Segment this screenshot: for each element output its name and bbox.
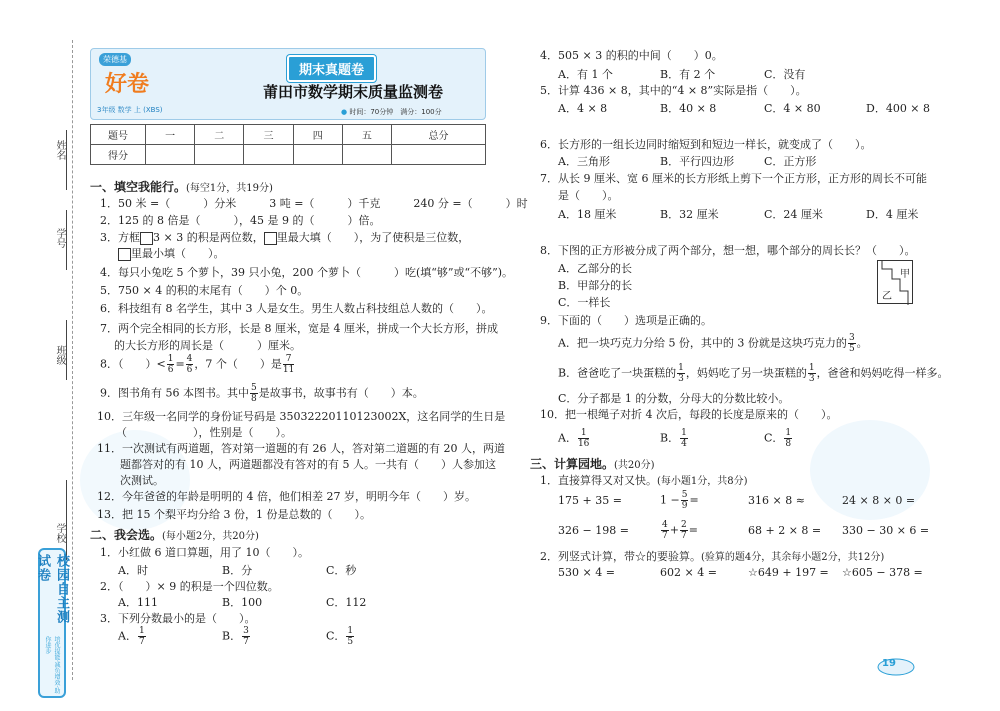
cut-line <box>72 40 73 680</box>
class-field[interactable] <box>66 320 67 380</box>
section-title: 三、计算园地。 <box>530 457 615 471</box>
score-input[interactable] <box>293 145 342 165</box>
denominator: 11 <box>282 365 295 375</box>
q-text: 里最大填（ ），为了使积是三位数， <box>276 231 470 244</box>
option-c[interactable]: C．24 厘米 <box>764 208 823 221</box>
option-b[interactable]: B．100 <box>222 596 263 609</box>
calc-item <box>660 490 699 511</box>
question-1-11-cont2: 次测试。 <box>120 474 164 487</box>
q-text: 3 × 3 的积是两位数， <box>153 231 264 244</box>
option-d[interactable]: D．400 × 8 <box>866 102 931 115</box>
numerator: 1 <box>347 626 354 636</box>
numerator: 5 <box>681 490 688 500</box>
question-2-4: 4．505 × 3 的积的中间（ ）0。 <box>540 49 723 62</box>
denominator: 3 <box>808 374 815 384</box>
square-figure <box>877 260 913 304</box>
fraction <box>848 333 856 354</box>
option-b[interactable]: B．平行四边形 <box>660 155 735 168</box>
question-2-3: 3．下列分数最小的是（ ）。 <box>100 612 256 625</box>
option-label: B． <box>222 629 242 643</box>
option-text: A．把一块巧克力分给 5 份，其中的 3 份就是这块巧克力的 <box>558 336 847 350</box>
page-title: 莆田市数学期末质量监测卷 <box>263 83 444 101</box>
option-a[interactable] <box>558 333 868 354</box>
fraction <box>167 354 175 375</box>
table-cell: 一 <box>146 125 195 145</box>
fraction <box>680 520 688 541</box>
school-label: 学校 <box>54 523 65 543</box>
calc-item: 68 + 2 × 8 = <box>748 524 822 537</box>
denominator: 5 <box>347 637 354 647</box>
table-cell: 题号 <box>91 125 146 145</box>
score-input[interactable] <box>195 145 244 165</box>
option-a[interactable]: A．乙部分的长 <box>558 262 632 275</box>
question-1-9 <box>100 383 424 404</box>
question-1-7-cont: 的大长方形的周长是（ ）厘米。 <box>114 339 301 352</box>
fraction <box>578 428 589 449</box>
q-text: 是故事书，故事书有（ ）本。 <box>258 386 424 400</box>
time-text: 时间：70分钟 满分：100分 <box>349 108 442 116</box>
calc-item <box>660 520 698 541</box>
option-label: C． <box>326 629 346 643</box>
blank-box[interactable] <box>118 248 131 261</box>
question-2-9: 9．下面的（ ）选项是正确的。 <box>540 314 712 327</box>
school-field[interactable] <box>66 480 67 560</box>
q-text: = <box>688 523 698 537</box>
blank-box[interactable] <box>264 232 277 245</box>
option-text: ，妈妈吃了另一块蛋糕的 <box>685 366 807 380</box>
question-1-1: 1．50 米 =（ ）分米 3 吨 =（ ）千克 240 分 =（ ）时 <box>100 197 528 210</box>
option-b[interactable]: B．有 2 个 <box>660 68 716 81</box>
fraction <box>242 626 250 647</box>
q-text: ，7 个（ ）是 <box>194 357 282 371</box>
exam-type-badge: 期末真题卷 <box>287 55 376 82</box>
option-a[interactable]: A．111 <box>118 596 158 609</box>
question-2-7-cont: 是（ ）。 <box>558 189 619 202</box>
numerator: 1 <box>678 363 684 373</box>
numerator: 4 <box>186 354 193 364</box>
question-2-10: 10．把一根绳子对折 4 次后，每段的长度是原来的（ ）。 <box>540 408 838 421</box>
numerator: 1 <box>167 354 174 364</box>
time-score-info <box>341 107 442 117</box>
table-cell: 二 <box>195 125 244 145</box>
option-text: 。 <box>856 336 868 350</box>
question-2-1: 1．小红做 6 道口算题，用了 10（ ）。 <box>100 546 309 559</box>
question-1-3 <box>100 229 469 245</box>
option-b[interactable]: B．甲部分的长 <box>558 279 633 292</box>
question-1-7: 7．两个完全相同的长方形，长是 8 厘米，宽是 4 厘米，拼成一个大长方形，拼成 <box>100 322 498 335</box>
table-cell: 五 <box>342 125 391 145</box>
option-c[interactable]: C．4 × 80 <box>764 102 821 115</box>
q-text: 1．直接算得又对又快。 <box>540 474 657 487</box>
question-2-2: 2．（ ）× 9 的积是一个四位数。 <box>100 580 279 593</box>
calc-item: 326 − 198 = <box>558 524 629 537</box>
option-c[interactable] <box>764 428 793 449</box>
denominator: 5 <box>848 344 855 354</box>
numerator: 7 <box>283 354 294 365</box>
numerator: 3 <box>243 626 249 636</box>
section-3-heading <box>530 455 655 472</box>
denominator: 6 <box>167 365 174 375</box>
denominator: 3 <box>678 374 684 384</box>
table-cell: 总分 <box>392 125 486 145</box>
option-label: A． <box>558 431 577 445</box>
question-1-3-cont <box>118 245 225 261</box>
option-c[interactable]: C．一样长 <box>558 296 611 309</box>
blank-box[interactable] <box>140 232 153 245</box>
option-b[interactable]: B．40 × 8 <box>660 102 717 115</box>
table-cell: 得分 <box>91 145 146 165</box>
denominator: 6 <box>186 365 193 375</box>
name-field[interactable] <box>66 130 67 190</box>
option-b[interactable] <box>558 363 949 384</box>
number-field[interactable] <box>66 210 67 270</box>
fraction <box>250 383 258 404</box>
option-c[interactable]: C．分子都是 1 的分数，分母大的分数比较小。 <box>558 392 790 405</box>
option-b[interactable]: B．分 <box>222 564 253 577</box>
q-note: (验算的题4分，其余每小题2分，共12分) <box>701 552 885 563</box>
option-label: B． <box>660 431 680 445</box>
option-text: ，爸爸和妈妈吃得一样多。 <box>816 366 949 380</box>
table-cell: 四 <box>293 125 342 145</box>
option-a[interactable]: A．18 厘米 <box>558 208 617 221</box>
section-1-heading <box>90 178 273 195</box>
name-label: 姓名 <box>54 140 65 160</box>
q-text: 2．列竖式计算，带☆的要验算。 <box>540 550 701 563</box>
brand-title: 校园自主测试卷 <box>35 554 69 624</box>
option-c[interactable]: C．正方形 <box>764 155 817 168</box>
brand-strip <box>35 548 69 698</box>
option-a[interactable] <box>118 626 147 647</box>
option-text: B．爸爸吃了一块蛋糕的 <box>558 366 677 380</box>
question-1-6: 6．科技组有 8 名学生，其中 3 人是女生。男生人数占科技组总人数的（ ）。 <box>100 302 493 315</box>
option-a[interactable]: A．三角形 <box>558 155 610 168</box>
question-2-7: 7．从长 9 厘米、宽 6 厘米的长方形纸上剪下一个正方形，正方形的周长不可能 <box>540 172 927 185</box>
binding-margin <box>0 0 85 711</box>
calc-item: 24 × 8 × 0 = <box>842 494 916 507</box>
section-note: (每空1分，共19分) <box>186 183 273 194</box>
section-2-heading <box>90 526 259 543</box>
option-c[interactable] <box>326 626 355 647</box>
calc-item: 175 + 35 = <box>558 494 622 507</box>
q-text: 里最小填（ ）。 <box>131 247 225 260</box>
denominator: 7 <box>138 637 145 647</box>
figure-label-b: 乙 <box>882 291 892 302</box>
numerator: 1 <box>808 363 815 373</box>
class-label: 班级 <box>54 345 65 365</box>
option-b[interactable] <box>222 626 251 647</box>
section-note: (共20分) <box>614 460 655 471</box>
fraction <box>661 520 669 541</box>
calc-item: ☆605 − 378 = <box>842 566 923 579</box>
numerator: 4 <box>662 520 668 530</box>
numerator: 1 <box>138 626 145 636</box>
logo-wordmark: 好卷 <box>105 72 150 97</box>
question-1-11-cont: 题都答对的有 10 人，两道题都没有答对的有 5 人。一共有（ ）人参加这 <box>120 458 496 471</box>
question-1-10: 10．三年级一名同学的身份证号码是 35032220110123002X，这名同学的生日是 <box>97 410 506 423</box>
question-1-2: 2．125 的 8 倍是（ ），45 是 9 的（ ）倍。 <box>100 214 381 227</box>
calc-item: 602 × 4 = <box>660 566 717 579</box>
fraction <box>677 363 685 384</box>
calc-item: 316 × 8 ≈ <box>748 494 805 507</box>
q-note: (每小题1分，共8分) <box>657 476 748 487</box>
fraction <box>808 363 816 384</box>
question-1-4: 4．每只小兔吃 5 个萝卜，39 只小兔，200 个萝卜（ ）吃(填“够”或“不够”)。 <box>100 266 514 279</box>
numerator: 1 <box>785 428 792 438</box>
question-3-2 <box>540 548 884 564</box>
figure-label-a: 甲 <box>900 269 910 280</box>
table-row <box>91 125 486 145</box>
question-1-13: 13．把 15 个梨平均分给 3 份，1 份是总数的（ ）。 <box>97 508 371 521</box>
q-text: 3．方框 <box>100 231 140 244</box>
grade-label: 3年级 数学 上 (XBS) <box>97 106 163 114</box>
score-table <box>90 124 486 165</box>
question-1-8 <box>100 354 295 375</box>
question-1-12: 12．今年爸爸的年龄是明明的 4 倍，他们相差 27 岁，明明今年（ ）岁。 <box>97 490 476 503</box>
denominator: 8 <box>785 439 792 449</box>
calc-item: 530 × 4 = <box>558 566 615 579</box>
option-a[interactable]: A．时 <box>118 564 148 577</box>
question-2-8: 8．下图的正方形被分成了两个部分，想一想，哪个部分的周长长？（ ）。 <box>540 244 916 257</box>
section-note: (每小题2分，共20分) <box>162 531 259 542</box>
score-input[interactable] <box>392 145 486 165</box>
question-1-5: 5．750 × 4 的积的末尾有（ ）个 0。 <box>100 284 309 297</box>
fraction <box>346 626 354 647</box>
option-c[interactable]: C．没有 <box>764 68 806 81</box>
table-cell: 三 <box>244 125 293 145</box>
denominator: 9 <box>681 501 688 511</box>
clock-icon: ● <box>341 108 348 116</box>
page-number: 19 <box>882 658 896 669</box>
question-2-5: 5．计算 436 × 8，其中的“4 × 8”实际是指（ ）。 <box>540 84 807 97</box>
question-3-1 <box>540 472 748 488</box>
numerator: 1 <box>578 428 589 439</box>
option-b[interactable] <box>660 428 689 449</box>
denominator: 7 <box>243 637 249 647</box>
numerator: 3 <box>848 333 855 343</box>
q-text: = <box>175 357 185 371</box>
option-a[interactable]: A．有 1 个 <box>558 68 613 81</box>
question-1-11: 11．一次测试有两道题，答对第一道题的有 26 人，答对第二道题的有 20 人，两道 <box>97 442 505 455</box>
score-input[interactable] <box>342 145 391 165</box>
option-c[interactable]: C．秒 <box>326 564 357 577</box>
question-1-10-cont: （ ），性别是（ ）。 <box>116 426 292 439</box>
logo-brand: 荣德基 <box>99 53 131 66</box>
score-input[interactable] <box>244 145 293 165</box>
denominator: 7 <box>662 531 668 541</box>
option-a[interactable] <box>558 428 590 449</box>
numerator: 1 <box>681 428 687 438</box>
option-c[interactable]: C．112 <box>326 596 367 609</box>
option-label: A． <box>118 629 137 643</box>
option-d[interactable]: D．4 厘米 <box>866 208 919 221</box>
denominator: 4 <box>681 439 687 449</box>
fraction <box>138 626 146 647</box>
q-text: = <box>689 493 699 507</box>
numerator: 5 <box>251 383 257 393</box>
option-label: C． <box>764 431 784 445</box>
fraction <box>186 354 194 375</box>
brand-subtitle: 培优提能·减负增效·助你进步 <box>44 635 60 694</box>
fraction <box>784 428 792 449</box>
section-title: 二、我会选。 <box>90 528 163 542</box>
q-text: 8．（ ）< <box>100 357 166 371</box>
question-2-6: 6．长方形的一组长边同时缩短到和短边一样长，就变成了（ ）。 <box>540 138 872 151</box>
denominator: 7 <box>680 531 687 541</box>
section-title: 一、填空我能行。 <box>90 180 187 194</box>
denominator: 8 <box>251 394 257 404</box>
calc-item: ☆649 + 197 = <box>748 566 829 579</box>
fraction <box>283 354 294 375</box>
fraction <box>681 490 689 511</box>
q-text: 1 − <box>660 493 680 507</box>
option-a[interactable]: A．4 × 8 <box>558 102 608 115</box>
q-text: + <box>669 523 679 537</box>
table-row <box>91 145 486 165</box>
numerator: 2 <box>680 520 687 530</box>
exam-header <box>90 48 486 120</box>
q-text: 9．图书角有 56 本图书。其中 <box>100 386 249 400</box>
option-b[interactable]: B．32 厘米 <box>660 208 719 221</box>
score-input[interactable] <box>146 145 195 165</box>
denominator: 16 <box>577 439 590 449</box>
logo <box>95 53 161 99</box>
number-label: 学号 <box>54 228 65 248</box>
calc-item: 330 − 30 × 6 = <box>842 524 930 537</box>
fraction <box>680 428 688 449</box>
